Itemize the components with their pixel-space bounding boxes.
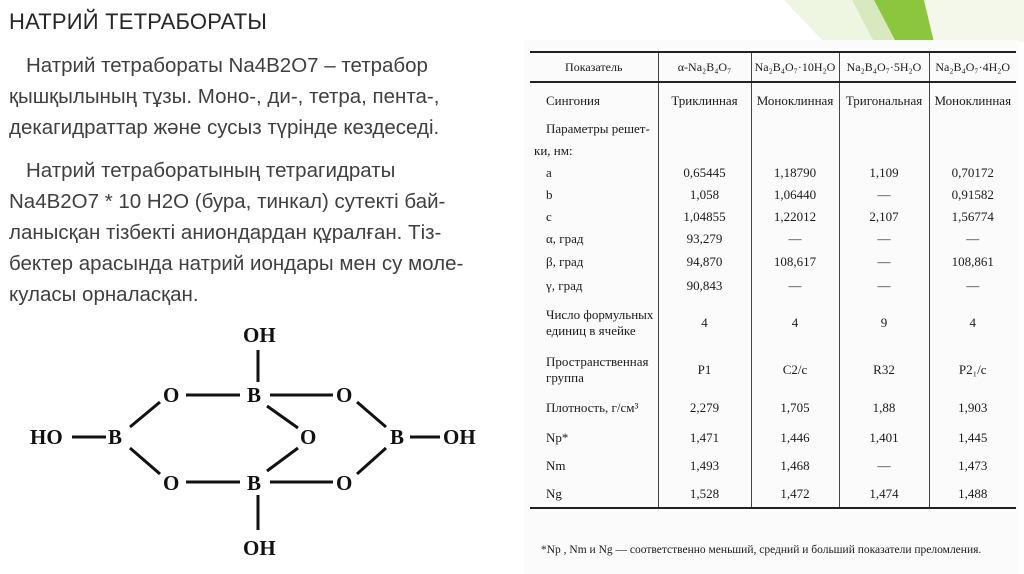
table-cell: [839, 140, 929, 162]
row-label: ки, нм:: [534, 143, 573, 158]
row-label: b: [546, 187, 553, 202]
table-row: [530, 118, 1016, 140]
text-line: Натрий тетрабораты Na4B2O7 – тетрабор: [26, 54, 428, 77]
row-label: Nm: [546, 458, 566, 473]
row-label: Число формульных единиц в ячейке: [546, 307, 654, 338]
table-cell: —: [839, 184, 929, 206]
table-row: [530, 298, 1016, 348]
table-row: [530, 140, 1016, 162]
table-cell: 1,22012: [751, 206, 839, 228]
bond-lines: [72, 350, 440, 530]
text-line: Na4B2O7 * 10 H2O (бура, тинкал) сутекті бай-: [9, 190, 446, 213]
text-line: бектер арасында натрий иондары мен су моле-: [9, 252, 464, 275]
text-line: ланысқан тізбекті аниондардан құралған. Тіз-: [9, 221, 442, 244]
table-cell: 1,474: [839, 480, 929, 508]
table-cell: 1,56774: [929, 206, 1016, 228]
table-cell: 4: [658, 298, 751, 348]
table-cell: 1,528: [658, 480, 751, 508]
table-cell: [929, 140, 1016, 162]
hydroxyl-label: HO: [30, 425, 63, 449]
table-cell: —: [751, 274, 839, 298]
table-cell: Моноклинная: [929, 82, 1016, 118]
table-cell: 1,06440: [751, 184, 839, 206]
table-cell: 0,70172: [929, 162, 1016, 184]
row-label: Ng: [530, 480, 658, 508]
row-label: a: [546, 165, 552, 180]
table-row: [530, 250, 1016, 274]
row-label: α, град: [546, 231, 584, 246]
boron-atom: B: [247, 383, 262, 407]
text-line: декагидраттар және сусыз түрінде кездеседі.: [9, 116, 440, 139]
table-cell: [839, 118, 929, 140]
text-line: қышқылының тұзы. Моно-, ди-, тетра, пента-,: [9, 85, 440, 108]
intro-paragraph: [9, 50, 439, 143]
table-row: [530, 82, 1016, 118]
table-cell: 1,04855: [658, 206, 751, 228]
table-row: [530, 480, 1016, 508]
table-cell: 1,468: [751, 452, 839, 480]
table-row: [530, 348, 1016, 392]
row-label: Плотность, г/см³: [546, 400, 639, 415]
table-cell: —: [929, 228, 1016, 250]
table-cell: 1,401: [839, 424, 929, 452]
table-row: [530, 162, 1016, 184]
table-row: [530, 184, 1016, 206]
hydroxyl-label: OH: [443, 425, 476, 449]
table-cell: 108,617: [751, 250, 839, 274]
hydroxyl-label: OH: [243, 536, 276, 560]
table-cell: 1,705: [751, 392, 839, 424]
table-cell: 1,903: [929, 392, 1016, 424]
boron-atom: B: [247, 471, 262, 495]
properties-table: [530, 51, 1016, 509]
table-footnote: *Np , Nm и Ng — соответственно меньший, средний и больший показатели преломления.: [541, 544, 982, 556]
table-cell: [751, 140, 839, 162]
table-cell: R32: [839, 348, 929, 392]
table-cell: 0,65445: [658, 162, 751, 184]
table-cell: 2,107: [839, 206, 929, 228]
oxygen-atom: O: [336, 383, 353, 407]
table-cell: 1,473: [929, 452, 1016, 480]
row-label: c: [546, 209, 552, 224]
table-row: [530, 274, 1016, 298]
table-cell: 4: [751, 298, 839, 348]
row-label: γ, град: [546, 278, 583, 293]
table-cell: 1,446: [751, 424, 839, 452]
table-cell: 1,058: [658, 184, 751, 206]
column-header: Na₂B₄O₇·4H₂O: [929, 52, 1016, 82]
slide-title: НАТРИЙ ТЕТРАБОРАТЫ: [9, 9, 268, 34]
boron-atom: B: [108, 425, 123, 449]
table-cell: 1,488: [929, 480, 1016, 508]
table-cell: 1,471: [658, 424, 751, 452]
row-label: β, град: [546, 254, 584, 269]
row-label: Параметры решет-: [546, 121, 650, 136]
column-header: Na₂B₄O₇·5H₂O: [839, 52, 929, 82]
table-cell: [929, 118, 1016, 140]
row-label: Пространственная группа: [546, 354, 649, 385]
oxygen-atom: O: [163, 383, 180, 407]
text-line: Натрий тетраборатының тетрагидраты: [26, 159, 396, 182]
table-cell: —: [839, 274, 929, 298]
corner-decoration: [784, 0, 1024, 42]
table-cell: 0,91582: [929, 184, 1016, 206]
column-header: Na₂B₄O₇·10H₂O: [751, 52, 839, 82]
table-cell: 1,493: [658, 452, 751, 480]
table-cell: 94,870: [658, 250, 751, 274]
table-cell: Триклинная: [658, 82, 751, 118]
table-cell: —: [929, 274, 1016, 298]
column-header: α-Na₂B₄O₇: [658, 52, 751, 82]
table-row: [530, 424, 1016, 452]
boron-atom: B: [390, 425, 405, 449]
oxygen-atom: O: [163, 471, 180, 495]
table-cell: 1,18790: [751, 162, 839, 184]
table-row: [530, 228, 1016, 250]
tetrahydrate-paragraph: [9, 155, 463, 310]
table-cell: 1,445: [929, 424, 1016, 452]
column-header: Показатель: [530, 52, 658, 82]
table-cell: P2₁/c: [929, 348, 1016, 392]
table-cell: Тригональная: [839, 82, 929, 118]
borate-structure-diagram: [0, 300, 520, 574]
oxygen-atom: O: [300, 425, 317, 449]
table-cell: 93,279: [658, 228, 751, 250]
table-cell: —: [839, 228, 929, 250]
table-cell: —: [839, 250, 929, 274]
oxygen-atom: O: [336, 471, 353, 495]
table-cell: —: [751, 228, 839, 250]
table-cell: —: [839, 452, 929, 480]
text-line: куласы орналасқан.: [9, 283, 199, 306]
table-cell: [751, 118, 839, 140]
table-cell: 108,861: [929, 250, 1016, 274]
table-cell: 1,109: [839, 162, 929, 184]
row-label: Np*: [546, 430, 569, 445]
table-cell: 1,472: [751, 480, 839, 508]
table-row: [530, 452, 1016, 480]
table-cell: C2/c: [751, 348, 839, 392]
table-cell: 1,88: [839, 392, 929, 424]
table-cell: 4: [929, 298, 1016, 348]
table-row: [530, 392, 1016, 424]
table-cell: 9: [839, 298, 929, 348]
row-label: Сингония: [546, 92, 600, 108]
hydroxyl-label: OH: [243, 323, 276, 347]
table-header-row: [530, 52, 1016, 82]
table-cell: [658, 140, 751, 162]
table-cell: 90,843: [658, 274, 751, 298]
table-cell: Моноклинная: [751, 82, 839, 118]
table-row: [530, 206, 1016, 228]
table-cell: P1: [658, 348, 751, 392]
table-cell: 2,279: [658, 392, 751, 424]
table-cell: [658, 118, 751, 140]
